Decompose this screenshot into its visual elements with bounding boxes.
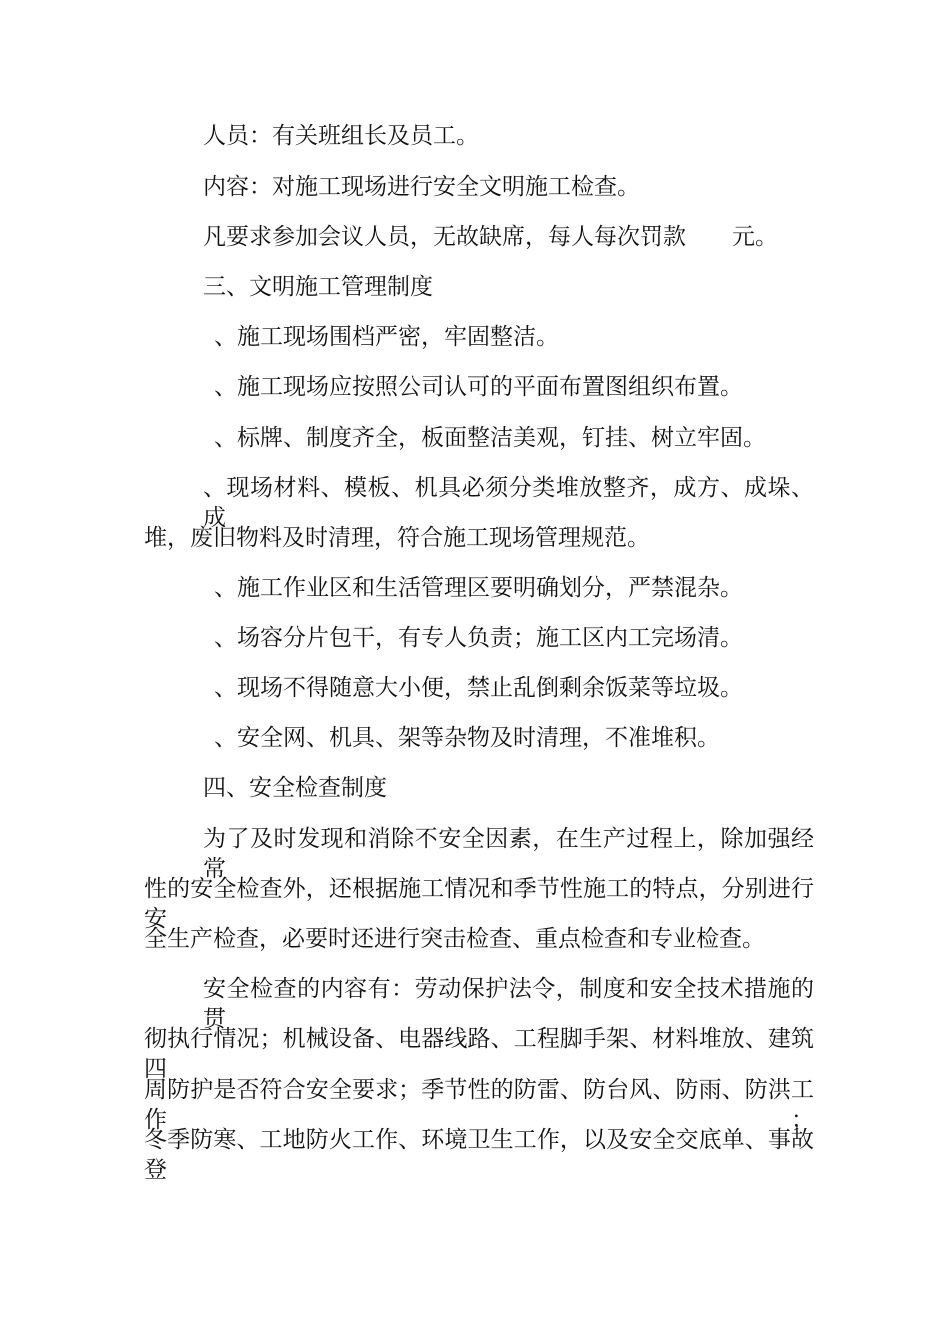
list-item: 、施工作业区和生活管理区要明确划分，严禁混杂。 — [214, 575, 743, 601]
list-item-continuation: 堆，废旧物料及时清理，符合施工现场管理规范。 — [144, 525, 650, 551]
text-line-content: 内容：对施工现场进行安全文明施工检查。 — [203, 174, 640, 200]
paragraph-line: 为了及时发现和消除不安全因素，在生产过程上，除加强经常 — [203, 826, 814, 882]
list-item: 、施工现场围档严密，牢固整洁。 — [214, 324, 559, 350]
text-line-personnel: 人员：有关班组长及员工。 — [203, 123, 479, 149]
list-item: 、标牌、制度齐全，板面整洁美观，钉挂、树立牢固。 — [214, 425, 766, 451]
list-item: 、施工现场应按照公司认可的平面布置图组织布置。 — [214, 374, 743, 400]
list-item: 、场容分片包干，有专人负责；施工区内工完场清。 — [214, 625, 743, 651]
paragraph-line: 全生产检查，必要时还进行突击检查、重点检查和专业检查。 — [144, 926, 765, 952]
list-item: 、现场材料、模板、机具必须分类堆放整齐，成方、成垛、成 — [203, 475, 814, 531]
list-item: 、现场不得随意大小便，禁止乱倒剩余饭菜等垃圾。 — [214, 675, 743, 701]
paragraph-line: 彻执行情况；机械设备、电器线路、工程脚手架、材料堆放、建筑四 — [144, 1026, 814, 1082]
list-item: 、安全网、机具、架等杂物及时清理，不准堆积。 — [214, 725, 720, 751]
section-heading-civilized-construction: 三、文明施工管理制度 — [203, 274, 433, 300]
text-line-penalty: 凡要求参加会议人员，无故缺席，每人每次罚款 元。 — [203, 224, 778, 250]
section-heading-safety-inspection: 四、安全检查制度 — [203, 775, 387, 801]
paragraph-line: 安全检查的内容有：劳动保护法令，制度和安全技术措施的贯 — [203, 976, 814, 1032]
paragraph-line: 周防护是否符合安全要求；季节性的防雷、防台风、防雨、防洪工作； — [144, 1077, 814, 1133]
paragraph-line: 冬季防寒、工地防火工作、环境卫生工作，以及安全交底单、事故登 — [144, 1127, 814, 1183]
paragraph-line: 性的安全检查外，还根据施工情况和季节性施工的特点，分别进行安 — [144, 876, 814, 932]
